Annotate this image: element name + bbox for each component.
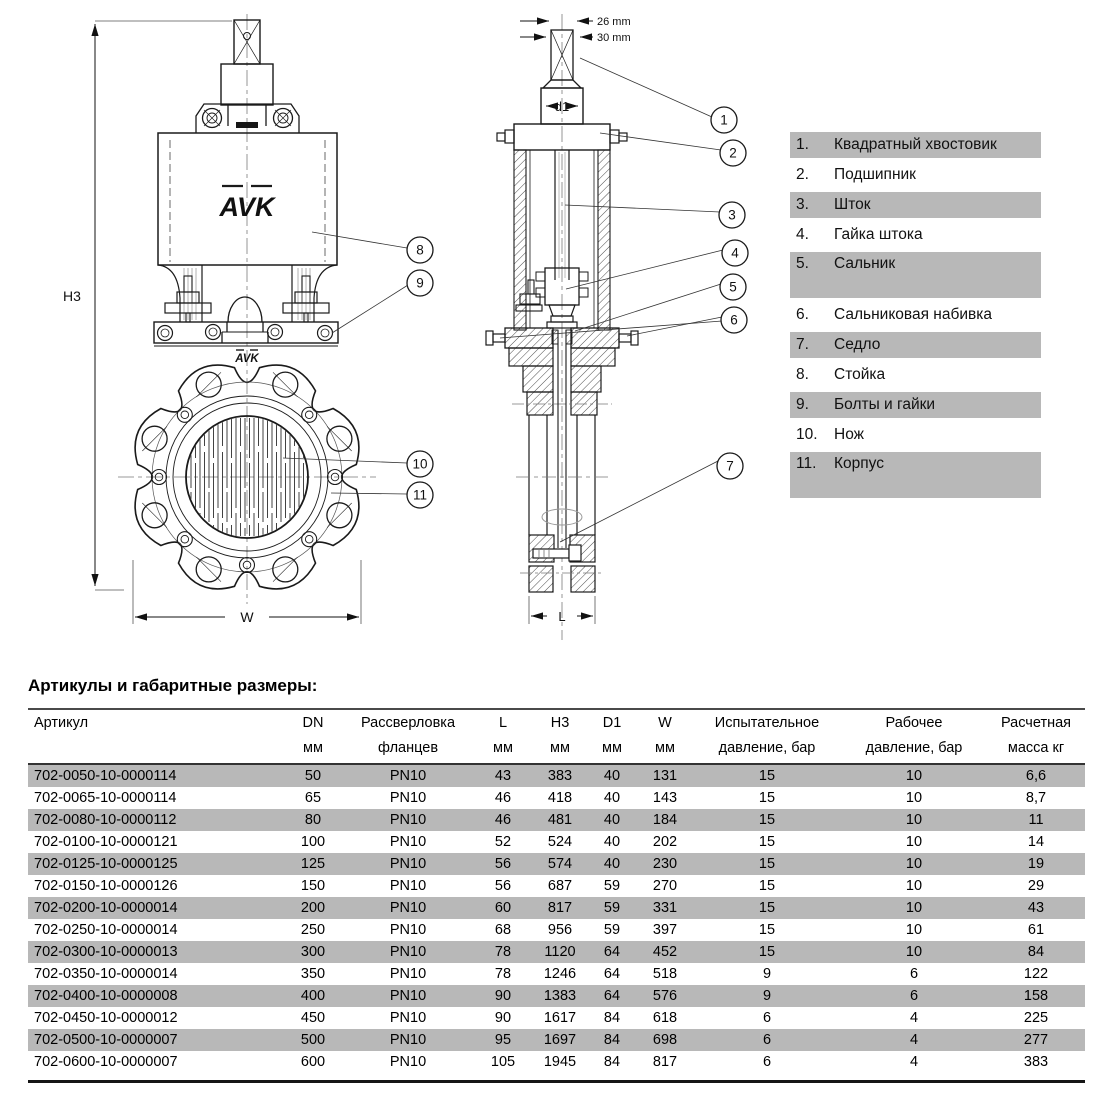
svg-text:1: 1 xyxy=(720,112,728,128)
table-cell: 702-0500-10-0000007 xyxy=(34,1032,178,1048)
gland-plate-front xyxy=(154,322,338,346)
table-cell: 4 xyxy=(909,1010,919,1026)
table-cell: PN10 xyxy=(389,812,427,828)
table-cell: 702-0350-10-0000014 xyxy=(34,966,178,982)
table-cell: PN10 xyxy=(389,944,427,960)
table-cell: 52 xyxy=(494,834,512,850)
table-cell: 600 xyxy=(300,1054,326,1070)
legend-item-number: 7. xyxy=(796,336,809,353)
table-cell: 10 xyxy=(905,856,923,872)
table-cell: 702-0400-10-0000008 xyxy=(34,988,178,1004)
table-cell: 15 xyxy=(758,768,776,784)
table-cell: 15 xyxy=(758,922,776,938)
table-cell: 84 xyxy=(603,1032,621,1048)
legend-item xyxy=(790,422,1041,448)
table-cell: 95 xyxy=(494,1032,512,1048)
legend-item-label: Седло xyxy=(834,336,881,353)
table-cell: 702-0250-10-0000014 xyxy=(34,922,178,938)
callout-2 xyxy=(720,140,746,166)
table-cell: 59 xyxy=(603,900,621,916)
svg-text:AVK: AVK xyxy=(219,192,275,222)
front-view-drawing xyxy=(63,14,376,625)
legend-item-label: Гайка штока xyxy=(834,226,923,243)
table-column-header: L мм xyxy=(473,709,533,764)
legend-item-label: Подшипник xyxy=(834,166,916,183)
table-cell: 202 xyxy=(652,834,678,850)
legend-item xyxy=(790,222,1041,248)
avk-logo-small xyxy=(234,350,259,365)
packing-dome-front xyxy=(222,297,268,343)
legend-item-label: Стойка xyxy=(834,366,886,383)
table-cell: 6 xyxy=(909,966,919,982)
table-cell: 100 xyxy=(300,834,326,850)
table-cell: 9 xyxy=(762,966,772,982)
callout-3 xyxy=(719,202,745,228)
l-dim-label: L xyxy=(558,609,566,624)
table-cell: PN10 xyxy=(389,966,427,982)
legend-item xyxy=(790,302,1041,328)
callout-4 xyxy=(722,240,748,266)
table-row xyxy=(28,919,1085,941)
table-cell: PN10 xyxy=(389,834,427,850)
table-row xyxy=(28,787,1085,809)
table-cell: 68 xyxy=(494,922,512,938)
legend-item-number: 11. xyxy=(796,455,817,472)
legend-item-number: 10. xyxy=(796,426,818,443)
table-cell: 59 xyxy=(603,878,621,894)
callout-1 xyxy=(711,107,737,133)
table-cell: 687 xyxy=(547,878,573,894)
table-cell: 6 xyxy=(762,1010,772,1026)
table-cell: 40 xyxy=(603,856,621,872)
table-cell: 1945 xyxy=(543,1054,577,1070)
table-cell: 702-0600-10-0000007 xyxy=(34,1054,178,1070)
l-dimension xyxy=(529,596,595,624)
table-cell: 270 xyxy=(652,878,678,894)
legend-item-number: 8. xyxy=(796,366,809,383)
legend-item xyxy=(790,392,1041,418)
table-cell: 10 xyxy=(905,768,923,784)
svg-text:AVK: AVK xyxy=(235,353,259,365)
table-row xyxy=(28,941,1085,963)
table-cell: 90 xyxy=(494,988,512,1004)
table-cell: 6 xyxy=(762,1054,772,1070)
table-column-header: D1 мм xyxy=(587,709,637,764)
shank-dimensions xyxy=(520,16,631,44)
table-cell: 125 xyxy=(300,856,326,872)
table-cell: 15 xyxy=(758,834,776,850)
table-cell: 702-0125-10-0000125 xyxy=(34,856,178,872)
table-cell: 702-0200-10-0000014 xyxy=(34,900,178,916)
table-cell: 43 xyxy=(1027,900,1045,916)
table-cell: 10 xyxy=(905,944,923,960)
table-cell: PN10 xyxy=(389,900,427,916)
w-dim-label: W xyxy=(240,609,254,625)
table-cell: 43 xyxy=(494,768,512,784)
callout-7 xyxy=(717,453,743,479)
table-cell: 15 xyxy=(758,812,776,828)
table-cell: 350 xyxy=(300,966,326,982)
table-cell: 702-0050-10-0000114 xyxy=(34,768,177,784)
legend-item-number: 2. xyxy=(796,166,809,183)
svg-text:9: 9 xyxy=(416,275,424,291)
table-cell: 702-0300-10-0000013 xyxy=(34,944,178,960)
table-cell: 65 xyxy=(304,790,322,806)
table-cell: PN10 xyxy=(389,1010,427,1026)
legend-item xyxy=(790,162,1041,188)
table-row xyxy=(28,897,1085,919)
table-cell: PN10 xyxy=(389,768,427,784)
table-cell: 277 xyxy=(1023,1032,1049,1048)
callout-6 xyxy=(721,307,747,333)
table-cell: 64 xyxy=(603,944,621,960)
avk-logo xyxy=(218,186,277,222)
svg-text:3: 3 xyxy=(728,207,736,223)
table-cell: PN10 xyxy=(389,1054,427,1070)
table-cell: 15 xyxy=(758,856,776,872)
table-cell: 250 xyxy=(300,922,326,938)
svg-text:2: 2 xyxy=(729,145,737,161)
table-cell: 383 xyxy=(547,768,573,784)
legend-item-number: 5. xyxy=(796,255,809,272)
svg-text:5: 5 xyxy=(729,279,737,295)
table-row xyxy=(28,1007,1085,1029)
table-cell: 10 xyxy=(905,790,923,806)
table-cell: PN10 xyxy=(389,790,427,806)
table-cell: 702-0065-10-0000114 xyxy=(34,790,177,806)
callout-11 xyxy=(407,482,433,508)
callout-5 xyxy=(720,274,746,300)
table-cell: 6,6 xyxy=(1025,768,1047,784)
legend-item xyxy=(790,132,1041,158)
table-cell: 80 xyxy=(304,812,322,828)
legend-item-label: Болты и гайки xyxy=(834,396,936,413)
table-cell: 618 xyxy=(652,1010,678,1026)
table-row xyxy=(28,853,1085,875)
table-cell: 184 xyxy=(652,812,678,828)
table-cell: 14 xyxy=(1027,834,1045,850)
svg-text:6: 6 xyxy=(730,312,738,328)
table-cell: 230 xyxy=(652,856,678,872)
table-cell: 225 xyxy=(1023,1010,1049,1026)
svg-text:4: 4 xyxy=(731,245,739,261)
table-row xyxy=(28,809,1085,831)
table-cell: 46 xyxy=(494,812,512,828)
mounting-plate-front xyxy=(196,104,299,133)
table-cell: 40 xyxy=(603,812,621,828)
table-cell: 481 xyxy=(547,812,573,828)
table-cell: 817 xyxy=(652,1054,678,1070)
table-cell: 15 xyxy=(758,900,776,916)
legend-item xyxy=(790,362,1041,388)
table-cell: 84 xyxy=(1027,944,1045,960)
d1-dim-label: d1 xyxy=(554,99,570,114)
table-cell: 702-0450-10-0000012 xyxy=(34,1010,178,1026)
legend-item-number: 4. xyxy=(796,226,809,243)
dimensions-table xyxy=(28,708,1085,1073)
table-cell: PN10 xyxy=(389,988,427,1004)
table-column-header: Испытательное давление, бар xyxy=(693,709,841,764)
table-cell: 50 xyxy=(304,768,322,784)
table-cell: 64 xyxy=(603,966,621,982)
table-cell: PN10 xyxy=(389,856,427,872)
table-cell: 200 xyxy=(300,900,326,916)
table-cell: 9 xyxy=(762,988,772,1004)
table-cell: 56 xyxy=(494,878,512,894)
callout-8 xyxy=(407,237,433,263)
legend-item xyxy=(790,332,1041,358)
parts-legend xyxy=(790,132,1041,502)
table-cell: 1120 xyxy=(544,944,576,960)
callout-leaders xyxy=(283,58,723,542)
table-cell: 10 xyxy=(905,922,923,938)
table-cell: 698 xyxy=(652,1032,678,1048)
h3-dim-label: H3 xyxy=(63,288,81,304)
table-cell: 46 xyxy=(494,790,512,806)
table-cell: 105 xyxy=(490,1054,516,1070)
table-cell: 817 xyxy=(547,900,573,916)
table-cell: 4 xyxy=(909,1054,919,1070)
table-cell: 6 xyxy=(909,988,919,1004)
table-cell: 59 xyxy=(603,922,621,938)
table-cell: 331 xyxy=(652,900,678,916)
table-cell: 29 xyxy=(1027,878,1045,894)
table-title: Артикулы и габаритные размеры: xyxy=(28,676,318,695)
callout-9 xyxy=(407,270,433,296)
table-cell: 15 xyxy=(758,944,776,960)
table-cell: 450 xyxy=(300,1010,326,1026)
table-row xyxy=(28,831,1085,853)
dimensions-table-body xyxy=(28,764,1085,1073)
table-cell: 60 xyxy=(494,900,512,916)
legend-list xyxy=(790,132,1041,498)
svg-text:7: 7 xyxy=(726,458,734,474)
table-cell: 122 xyxy=(1023,966,1049,982)
table-row xyxy=(28,963,1085,985)
table-cell: 56 xyxy=(494,856,512,872)
callout-10 xyxy=(407,451,433,477)
table-cell: 4 xyxy=(909,1032,919,1048)
table-cell: PN10 xyxy=(389,1032,427,1048)
table-cell: 15 xyxy=(758,790,776,806)
table-cell: 300 xyxy=(300,944,326,960)
table-cell: 418 xyxy=(547,790,573,806)
table-cell: PN10 xyxy=(389,878,427,894)
table-cell: 1697 xyxy=(543,1032,577,1048)
table-cell: 90 xyxy=(494,1010,512,1026)
table-cell: 1246 xyxy=(543,966,577,982)
table-cell: 576 xyxy=(652,988,678,1004)
table-cell: 143 xyxy=(652,790,678,806)
table-cell: 40 xyxy=(603,790,621,806)
table-cell: 64 xyxy=(603,988,621,1004)
dim-26mm-label: 26 mm xyxy=(597,16,631,28)
legend-item-label: Корпус xyxy=(834,455,884,472)
table-cell: 1383 xyxy=(543,988,577,1004)
table-cell: 702-0080-10-0000112 xyxy=(34,812,177,828)
table-row xyxy=(28,875,1085,897)
side-view-drawing xyxy=(486,14,638,640)
legend-item-number: 6. xyxy=(796,306,809,323)
table-row xyxy=(28,985,1085,1007)
svg-text:10: 10 xyxy=(412,456,428,472)
table-cell: 150 xyxy=(300,878,326,894)
legend-item-label: Сальниковая набивка xyxy=(834,306,992,323)
legend-item-label: Нож xyxy=(834,426,865,443)
table-cell: 84 xyxy=(603,1054,621,1070)
table-column-header: Расчетная масса кг xyxy=(987,709,1085,764)
table-row xyxy=(28,1051,1085,1073)
table-cell: 10 xyxy=(905,812,923,828)
table-cell: 1617 xyxy=(543,1010,577,1026)
table-column-header: Рассверловка фланцев xyxy=(343,709,473,764)
table-cell: 702-0150-10-0000126 xyxy=(34,878,178,894)
table-cell: 524 xyxy=(547,834,573,850)
legend-item-label: Квадратный хвостовик xyxy=(834,136,997,153)
table-cell: 84 xyxy=(603,1010,621,1026)
table-column-header: Рабочее давление, бар xyxy=(841,709,987,764)
table-cell: 40 xyxy=(603,834,621,850)
table-cell: 19 xyxy=(1027,856,1045,872)
table-cell: 61 xyxy=(1027,922,1045,938)
table-row xyxy=(28,1029,1085,1051)
table-column-header: H3 мм xyxy=(533,709,587,764)
table-cell: 956 xyxy=(547,922,573,938)
table-header-row xyxy=(28,709,1085,764)
svg-text:11: 11 xyxy=(412,487,428,503)
table-cell: 452 xyxy=(652,944,678,960)
legend-item-number: 3. xyxy=(796,196,809,213)
table-cell: 10 xyxy=(905,900,923,916)
table-cell: 702-0100-10-0000121 xyxy=(34,834,178,850)
table-column-header: Артикул xyxy=(28,709,283,764)
legend-item xyxy=(790,252,1041,298)
svg-text:8: 8 xyxy=(416,242,424,258)
legend-item-number: 1. xyxy=(796,136,809,153)
table-cell: 10 xyxy=(905,878,923,894)
table-bottom-rule xyxy=(28,1080,1085,1083)
table-cell: 131 xyxy=(652,768,678,784)
legend-item-label: Шток xyxy=(834,196,871,213)
table-cell: 383 xyxy=(1023,1054,1049,1070)
table-cell: 15 xyxy=(758,878,776,894)
table-cell: 78 xyxy=(494,944,512,960)
table-cell: 8,7 xyxy=(1025,790,1047,806)
legend-item xyxy=(790,192,1041,218)
table-cell: 574 xyxy=(547,856,573,872)
table-cell: 40 xyxy=(603,768,621,784)
legend-item xyxy=(790,452,1041,498)
table-cell: 6 xyxy=(762,1032,772,1048)
table-cell: 11 xyxy=(1028,812,1044,828)
table-cell: 500 xyxy=(300,1032,326,1048)
legend-item-number: 9. xyxy=(796,396,809,413)
table-column-header: DN мм xyxy=(283,709,343,764)
table-column-header: W мм xyxy=(637,709,693,764)
table-row xyxy=(28,764,1085,787)
valve-drawing xyxy=(0,0,780,660)
legend-item-label: Сальник xyxy=(834,255,896,272)
table-cell: PN10 xyxy=(389,922,427,938)
table-cell: 400 xyxy=(300,988,326,1004)
table-cell: 518 xyxy=(652,966,678,982)
table-cell: 10 xyxy=(905,834,923,850)
dim-30mm-label: 30 mm xyxy=(597,32,631,44)
table-cell: 158 xyxy=(1023,988,1049,1004)
table-cell: 78 xyxy=(494,966,512,982)
table-cell: 397 xyxy=(652,922,678,938)
